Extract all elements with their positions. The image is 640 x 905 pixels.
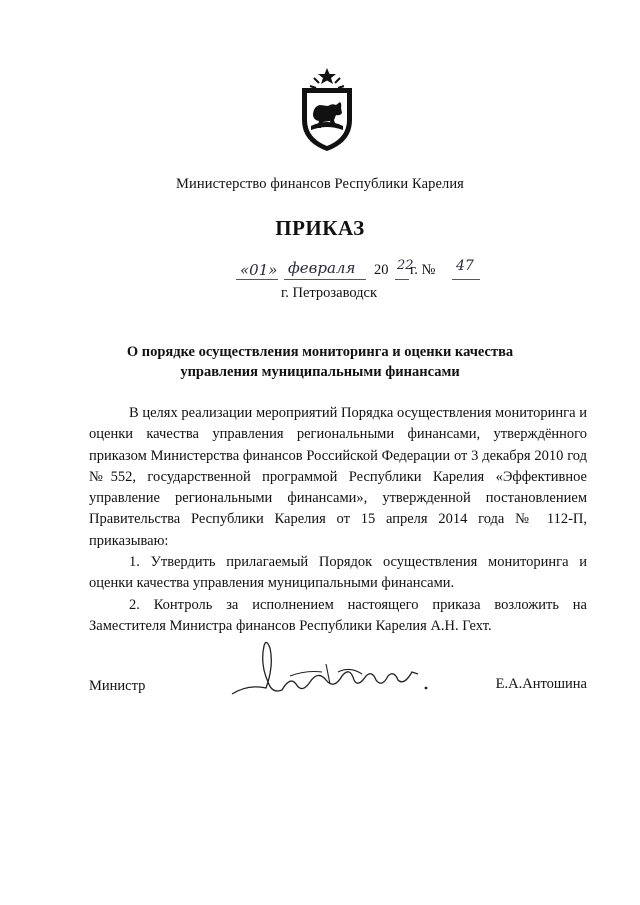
number-underline — [452, 279, 480, 280]
city-line: г. Петрозаводск — [280, 285, 378, 301]
order-title: О порядке осуществления мониторинга и оценки качества управления муниципальными финансами — [126, 344, 514, 380]
item-1-paragraph: 1. Утвердить прилагаемый Порядок осуществления мониторинга и оценки качества управления муниципальными финансами. — [89, 554, 587, 592]
date-day-handwritten: «01» — [240, 261, 278, 279]
order-body — [89, 403, 587, 637]
item-2-paragraph: 2. Контроль за исполнением настоящего приказа возложить на Заместителя Министра финансов Республики Карелия А.Н. Гехт. — [89, 596, 587, 634]
preamble-paragraph: В целях реализации мероприятий Порядка осуществления мониторинга и оценки качества управления региональными финансами, утверждённого приказом Министерства финансов Российской Федерации от 3 декабря 2010 год №552, государственной программой Республики Карелия «Эффективное управление региональными финансами», утвержденной постановлением Правительства Республики Карелия от 15 апреля 2014 года № 112-П, приказываю: — [89, 405, 587, 549]
date-month-handwritten: февраля — [288, 259, 356, 277]
coat-of-arms-icon — [298, 66, 356, 152]
ministry-name: Министерство финансов Республики Карелия — [176, 176, 464, 192]
month-underline — [284, 279, 366, 280]
date-year-handwritten: 22 — [397, 258, 414, 273]
signatory-name: Е.А.Антошина — [495, 676, 587, 692]
signatory-position: Министр — [89, 678, 146, 694]
date-year-prefix: 20 — [374, 262, 389, 278]
day-underline — [236, 279, 278, 280]
date-year-tail: г. № — [410, 262, 436, 278]
document-type-heading: ПРИКАЗ — [275, 216, 365, 240]
year-underline — [395, 279, 409, 280]
order-number-handwritten: 47 — [456, 258, 474, 274]
signature-block — [89, 672, 587, 702]
date-number-line — [230, 259, 490, 285]
